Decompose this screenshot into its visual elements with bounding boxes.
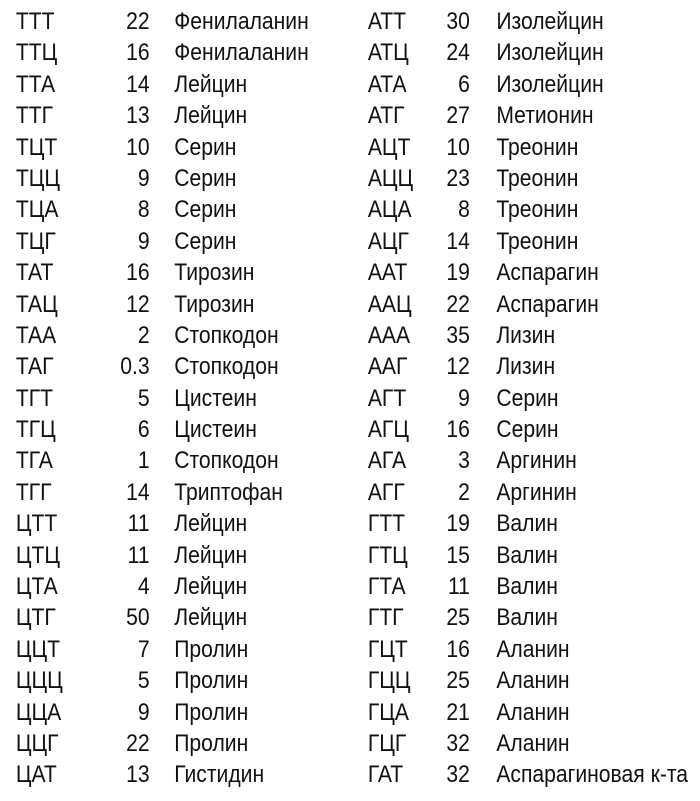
left-amino-acid-cell: Триптофан xyxy=(174,478,283,506)
right-amino-acid-cell: Валин xyxy=(496,573,558,601)
right-count-cell: 11 xyxy=(447,573,470,601)
table-row xyxy=(0,351,700,382)
left-count-cell: 1 xyxy=(137,447,150,475)
left-count-cell: 11 xyxy=(127,541,150,569)
left-codon-cell: ТЦТ xyxy=(15,133,58,161)
right-amino-acid-cell: Валин xyxy=(496,604,558,632)
left-codon-cell: ЦЦА xyxy=(15,698,62,726)
table-row xyxy=(0,320,700,351)
right-codon-cell: ГЦТ xyxy=(367,635,408,663)
left-codon-cell: ТТТ xyxy=(15,8,55,35)
table-row xyxy=(0,759,700,790)
right-codon-cell: АГЦ xyxy=(367,416,409,444)
right-count-cell: 16 xyxy=(446,635,470,663)
right-codon-cell: ГЦГ xyxy=(367,729,407,757)
left-amino-acid-cell: Стопкодон xyxy=(174,447,279,475)
left-count-cell: 12 xyxy=(126,290,150,318)
right-count-cell: 19 xyxy=(446,259,470,287)
left-codon-cell: ЦЦЦ xyxy=(15,667,63,695)
right-count-cell: 25 xyxy=(446,604,470,632)
table-row xyxy=(0,383,700,414)
left-count-cell: 0.3 xyxy=(120,353,150,381)
right-codon-cell: АТА xyxy=(367,70,407,98)
left-count-cell: 2 xyxy=(137,321,150,349)
right-count-cell: 8 xyxy=(458,196,470,224)
right-count-cell: 21 xyxy=(446,698,470,726)
left-count-cell: 14 xyxy=(126,478,150,506)
right-count-cell: 30 xyxy=(446,8,470,35)
table-row xyxy=(0,289,700,320)
left-count-cell: 22 xyxy=(126,8,150,35)
right-amino-acid-cell: Аргинин xyxy=(496,478,577,506)
left-codon-cell: ТАГ xyxy=(15,353,54,381)
right-codon-cell: АЦА xyxy=(367,196,412,224)
left-codon-cell: ТЦГ xyxy=(15,227,56,255)
left-codon-cell: ТТА xyxy=(15,70,56,98)
right-count-cell: 32 xyxy=(446,729,470,757)
left-count-cell: 13 xyxy=(126,102,150,130)
left-count-cell: 11 xyxy=(127,510,150,538)
right-amino-acid-cell: Лизин xyxy=(496,321,556,349)
table-row xyxy=(0,194,700,225)
table-row xyxy=(0,634,700,665)
right-codon-cell: АГГ xyxy=(367,478,405,506)
right-amino-acid-cell: Серин xyxy=(496,384,559,412)
left-amino-acid-cell: Гистидин xyxy=(174,761,265,789)
table-row xyxy=(0,540,700,571)
left-count-cell: 22 xyxy=(126,729,150,757)
table-row xyxy=(0,477,700,508)
left-amino-acid-cell: Серин xyxy=(174,227,237,255)
table-row xyxy=(0,508,700,539)
left-amino-acid-cell: Лейцин xyxy=(174,573,248,601)
left-count-cell: 10 xyxy=(126,133,150,161)
left-codon-cell: ЦТЦ xyxy=(15,541,60,569)
right-codon-cell: АЦТ xyxy=(367,133,411,161)
left-codon-cell: ЦАТ xyxy=(15,761,57,789)
right-codon-cell: АТТ xyxy=(367,8,407,35)
right-codon-cell: ГЦЦ xyxy=(367,667,411,695)
left-amino-acid-cell: Серин xyxy=(174,196,237,224)
left-codon-cell: ТТЦ xyxy=(15,39,58,67)
right-count-cell: 3 xyxy=(458,447,470,475)
right-amino-acid-cell: Валин xyxy=(496,541,558,569)
left-codon-cell: ТАЦ xyxy=(15,290,58,318)
right-amino-acid-cell: Аланин xyxy=(496,698,570,726)
right-count-cell: 25 xyxy=(446,667,470,695)
right-count-cell: 6 xyxy=(458,70,470,98)
right-codon-cell: АГТ xyxy=(367,384,407,412)
table-row xyxy=(0,571,700,602)
right-codon-cell: ААА xyxy=(367,321,411,349)
right-codon-cell: АГА xyxy=(367,447,407,475)
left-codon-cell: ЦТА xyxy=(15,573,58,601)
right-count-cell: 19 xyxy=(446,510,470,538)
right-count-cell: 14 xyxy=(446,227,470,255)
left-amino-acid-cell: Лейцин xyxy=(174,70,248,98)
right-amino-acid-cell: Изолейцин xyxy=(496,8,604,35)
left-codon-cell: ТАА xyxy=(15,321,57,349)
right-amino-acid-cell: Треонин xyxy=(496,133,579,161)
right-count-cell: 27 xyxy=(446,102,470,130)
left-count-cell: 16 xyxy=(126,259,150,287)
left-count-cell: 13 xyxy=(126,761,150,789)
left-count-cell: 8 xyxy=(137,196,150,224)
right-amino-acid-cell: Аспарагиновая к-та xyxy=(496,761,689,789)
left-codon-cell: ТГА xyxy=(15,447,53,475)
table-row xyxy=(0,697,700,728)
left-count-cell: 4 xyxy=(137,573,150,601)
table-row xyxy=(0,132,700,163)
left-amino-acid-cell: Серин xyxy=(174,133,237,161)
table-row xyxy=(0,414,700,445)
left-amino-acid-cell: Пролин xyxy=(174,698,249,726)
left-amino-acid-cell: Тирозин xyxy=(174,290,255,318)
right-amino-acid-cell: Изолейцин xyxy=(496,39,604,67)
left-amino-acid-cell: Стопкодон xyxy=(174,321,279,349)
right-codon-cell: ГТЦ xyxy=(367,541,408,569)
right-count-cell: 23 xyxy=(446,164,470,192)
right-codon-cell: ГТТ xyxy=(367,510,406,538)
table-row xyxy=(0,37,700,68)
right-codon-cell: ААЦ xyxy=(367,290,412,318)
left-amino-acid-cell: Пролин xyxy=(174,635,249,663)
left-count-cell: 9 xyxy=(137,227,150,255)
left-amino-acid-cell: Лейцин xyxy=(174,604,248,632)
right-codon-cell: ГТГ xyxy=(367,604,404,632)
right-count-cell: 35 xyxy=(446,321,470,349)
table-row xyxy=(0,445,700,476)
right-count-cell: 15 xyxy=(446,541,470,569)
right-count-cell: 22 xyxy=(446,290,470,318)
left-codon-cell: ТЦА xyxy=(15,196,59,224)
right-count-cell: 16 xyxy=(446,416,470,444)
table-row xyxy=(0,69,700,100)
left-amino-acid-cell: Пролин xyxy=(174,667,249,695)
right-codon-cell: АЦГ xyxy=(367,227,409,255)
right-codon-cell: ГАТ xyxy=(367,761,404,789)
right-count-cell: 24 xyxy=(446,39,470,67)
left-amino-acid-cell: Цистеин xyxy=(174,384,257,412)
left-amino-acid-cell: Лейцин xyxy=(174,541,248,569)
right-amino-acid-cell: Изолейцин xyxy=(496,70,604,98)
right-codon-cell: ААГ xyxy=(367,353,408,381)
left-count-cell: 5 xyxy=(137,384,150,412)
left-amino-acid-cell: Тирозин xyxy=(174,259,255,287)
left-count-cell: 6 xyxy=(137,416,150,444)
right-amino-acid-cell: Аспарагин xyxy=(496,290,599,318)
table-row xyxy=(0,602,700,633)
right-count-cell: 10 xyxy=(446,133,470,161)
table-row xyxy=(0,257,700,288)
right-count-cell: 12 xyxy=(446,353,470,381)
left-codon-cell: ТГЦ xyxy=(15,416,56,444)
right-count-cell: 32 xyxy=(446,761,470,789)
left-codon-cell: ЦТГ xyxy=(15,604,56,632)
left-amino-acid-cell: Стопкодон xyxy=(174,353,279,381)
left-amino-acid-cell: Фенилаланин xyxy=(174,8,309,35)
table-row xyxy=(0,6,700,37)
table-row xyxy=(0,728,700,759)
left-codon-cell: ЦЦГ xyxy=(15,729,59,757)
table-row xyxy=(0,226,700,257)
right-codon-cell: АЦЦ xyxy=(367,164,414,192)
left-codon-cell: ТТГ xyxy=(15,102,54,130)
left-amino-acid-cell: Пролин xyxy=(174,729,249,757)
left-amino-acid-cell: Лейцин xyxy=(174,510,248,538)
right-amino-acid-cell: Аргинин xyxy=(496,447,577,475)
right-codon-cell: АТГ xyxy=(367,102,405,130)
left-count-cell: 9 xyxy=(137,698,150,726)
table-row xyxy=(0,100,700,131)
left-codon-cell: ТЦЦ xyxy=(15,164,60,192)
right-codon-cell: ГЦА xyxy=(367,698,409,726)
right-amino-acid-cell: Аланин xyxy=(496,635,570,663)
table-row xyxy=(0,665,700,696)
right-count-cell: 9 xyxy=(458,384,470,412)
left-amino-acid-cell: Лейцин xyxy=(174,102,248,130)
left-codon-cell: ТАТ xyxy=(15,259,54,287)
left-count-cell: 9 xyxy=(137,164,150,192)
left-amino-acid-cell: Фенилаланин xyxy=(174,39,309,67)
right-amino-acid-cell: Треонин xyxy=(496,227,579,255)
right-codon-cell: ААТ xyxy=(367,259,408,287)
left-amino-acid-cell: Серин xyxy=(174,164,237,192)
right-amino-acid-cell: Треонин xyxy=(496,164,579,192)
left-count-cell: 7 xyxy=(137,635,150,663)
left-codon-cell: ТГГ xyxy=(15,478,52,506)
left-codon-cell: ЦЦТ xyxy=(15,635,60,663)
left-count-cell: 16 xyxy=(126,39,150,67)
right-amino-acid-cell: Лизин xyxy=(496,353,556,381)
right-amino-acid-cell: Аланин xyxy=(496,729,570,757)
right-codon-cell: ГТА xyxy=(367,573,406,601)
right-amino-acid-cell: Метионин xyxy=(496,102,594,130)
right-count-cell: 2 xyxy=(458,478,470,506)
right-amino-acid-cell: Аспарагин xyxy=(496,259,599,287)
table-row xyxy=(0,163,700,194)
left-codon-cell: ЦТТ xyxy=(15,510,58,538)
left-count-cell: 50 xyxy=(126,604,150,632)
left-amino-acid-cell: Цистеин xyxy=(174,416,257,444)
left-codon-cell: ТГТ xyxy=(15,384,54,412)
right-codon-cell: АТЦ xyxy=(367,39,409,67)
left-count-cell: 5 xyxy=(137,667,150,695)
left-count-cell: 14 xyxy=(126,70,150,98)
codon-usage-table xyxy=(0,6,700,801)
right-amino-acid-cell: Валин xyxy=(496,510,558,538)
right-amino-acid-cell: Серин xyxy=(496,416,559,444)
right-amino-acid-cell: Треонин xyxy=(496,196,579,224)
right-amino-acid-cell: Аланин xyxy=(496,667,570,695)
